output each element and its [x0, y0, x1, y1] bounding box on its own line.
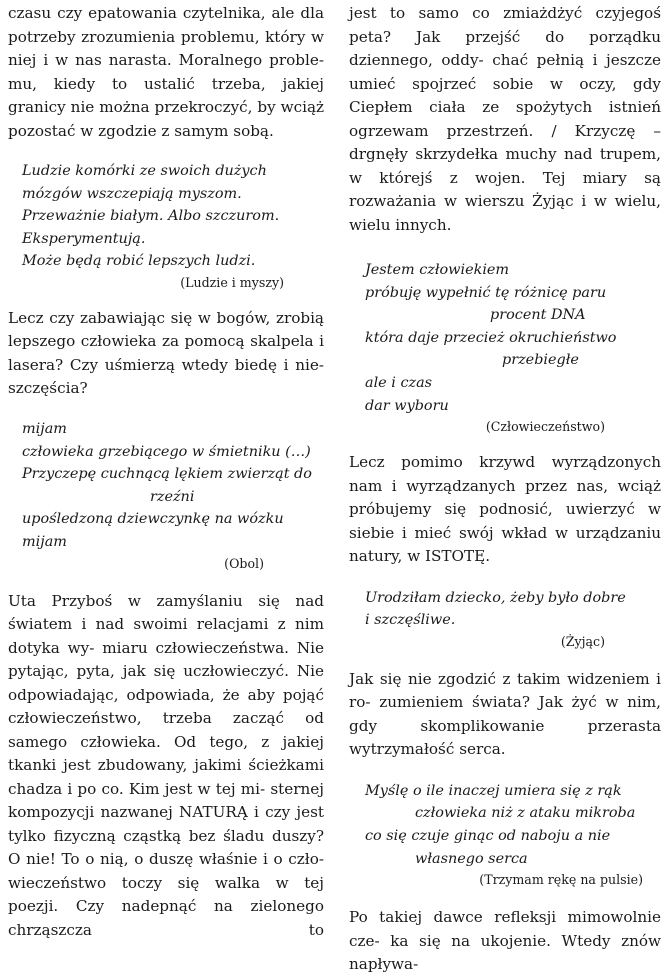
paragraph: jest to samo co zmiażdżyć czyjegoś peta? Jak przejść do porządku dziennego, oddy- chać pełnią i jeszcze umieć spojrzeć sobie w oczy, gdy Ciepłem ciała ze spożytych istnień ogrzewam przestrzeń. / Krzyczę – drgnęły skrzydełka muchy nad trupem, w którejś z wojen. Tej miary są rozważania w wierszu Żyjąc i w wielu, wielu innych. [349, 4, 661, 234]
right-column [349, 0, 661, 977]
left-column [8, 0, 324, 942]
poem-citation: (Ludzie i myszy) [180, 274, 284, 290]
poem-line: mijam [22, 533, 67, 550]
poem-line: człowieka grzebiącego w śmietniku (…) [22, 443, 311, 460]
poem-line: przebiegłe [502, 352, 579, 369]
paragraph: Lecz czy zabawiając się w bogów, zrobią lepszego człowieka za pomocą skalpela i lasera? Czy uśmierzą wtedy biedę i nie- szczęścia? [8, 308, 325, 398]
poem-line: która daje przecież okruchieństwo [365, 329, 617, 346]
poem-line: Myślę o ile inaczej umiera się z rąk [365, 782, 622, 799]
poem-line: mózgów wszczepiają myszom. [22, 185, 242, 202]
poem-line: Przeważnie białym. Albo szczurom. [22, 208, 280, 225]
paragraph: Jak się nie zgodzić z takim widzeniem i ro- zumieniem świata? Jak żyć w nim, gdy skomplikowanie przerasta wytrzymałość serca. [349, 669, 661, 759]
poem-excerpt [349, 587, 661, 652]
poem-line: co się czuje ginąc od naboju a nie [365, 828, 611, 845]
poem-line: Urodziłam dziecko, żeby było dobre [365, 589, 626, 606]
poem-line: upośledzoną dziewczynkę na wózku [22, 511, 284, 528]
poem-line: Przyczepę cuchnącą lękiem zwierząt do [22, 466, 312, 483]
poem-line: Eksperymentują. [22, 230, 146, 247]
poem-line: ale i czas [365, 374, 433, 391]
poem-excerpt [349, 259, 661, 437]
poem-line: procent DNA [490, 307, 586, 324]
poem-citation: (Żyjąc) [560, 633, 605, 649]
paragraph: Po takiej dawce refleksji mimowolnie cze- ka się na ukojenie. Wtedy znów napływa- [349, 908, 661, 974]
paragraph: Uta Przyboś w zamyślaniu się nad światem i nad swoimi relacjami z nim dotyka wy- miaru człowieczeństwa. Nie pytając, pyta, jak się uczłowieczyć. Nie odpowiadając, odpowiada, że aby pojąć człowieczeństwo, trzeba zacząć od samego człowieka. Od tego, z jakiej tkanki jest zbudowany, jakimi ścieżkami chadza i po co. Kim jest w tej mi- sternej kompozycji nazwanej NATURĄ i czy jest tylko fizyczną cząstką bez śladu duszy? O nie! To o nią, o duszę właśnie i o czło- wieczeństwo toczy się walka w tej poezji. Czy nadepnąć na zielonego chrząszcza to [8, 591, 325, 939]
poem-citation: (Obol) [224, 555, 264, 571]
poem-citation: (Trzymam rękę na pulsie) [479, 872, 643, 888]
poem-citation: (Człowieczeństwo) [485, 419, 605, 435]
poem-line: dar wyboru [365, 397, 449, 414]
poem-excerpt [8, 160, 324, 293]
poem-line: Może będą robić lepszych ludzi. [22, 253, 256, 270]
poem-line: Jestem człowiekiem [365, 262, 510, 278]
poem-line: człowieka niż z ataku mikroba [415, 805, 636, 822]
poem-line: rzeźni [150, 488, 195, 505]
poem-line: mijam [22, 420, 67, 437]
paragraph: czasu czy epatowania czytelnika, ale dla potrzeby zrozumienia problemu, który w niej i w nas narasta. Moralnego proble- mu, kiedy to ustalić trzeba, jakiej granicy nie można przekroczyć, by wciąż pozostać w zgodzie z samym sobą. [8, 4, 325, 140]
poem-line: próbuję wypełnić tę różnicę paru [365, 284, 607, 301]
poem-excerpt [349, 780, 661, 890]
poem-line: własnego serca [415, 850, 528, 867]
poem-line: Ludzie komórki ze swoich dużych [22, 163, 267, 179]
paragraph: Lecz pomimo krzywd wyrządzonych nam i wyrządzanych przez nas, wciąż próbujemy się podnosić, uwierzyć w siebie i mieć swój wkład w urządzaniu natury, w ISTOTĘ. [349, 453, 662, 566]
poem-excerpt [8, 418, 324, 574]
poem-line: i szczęśliwe. [365, 612, 456, 629]
